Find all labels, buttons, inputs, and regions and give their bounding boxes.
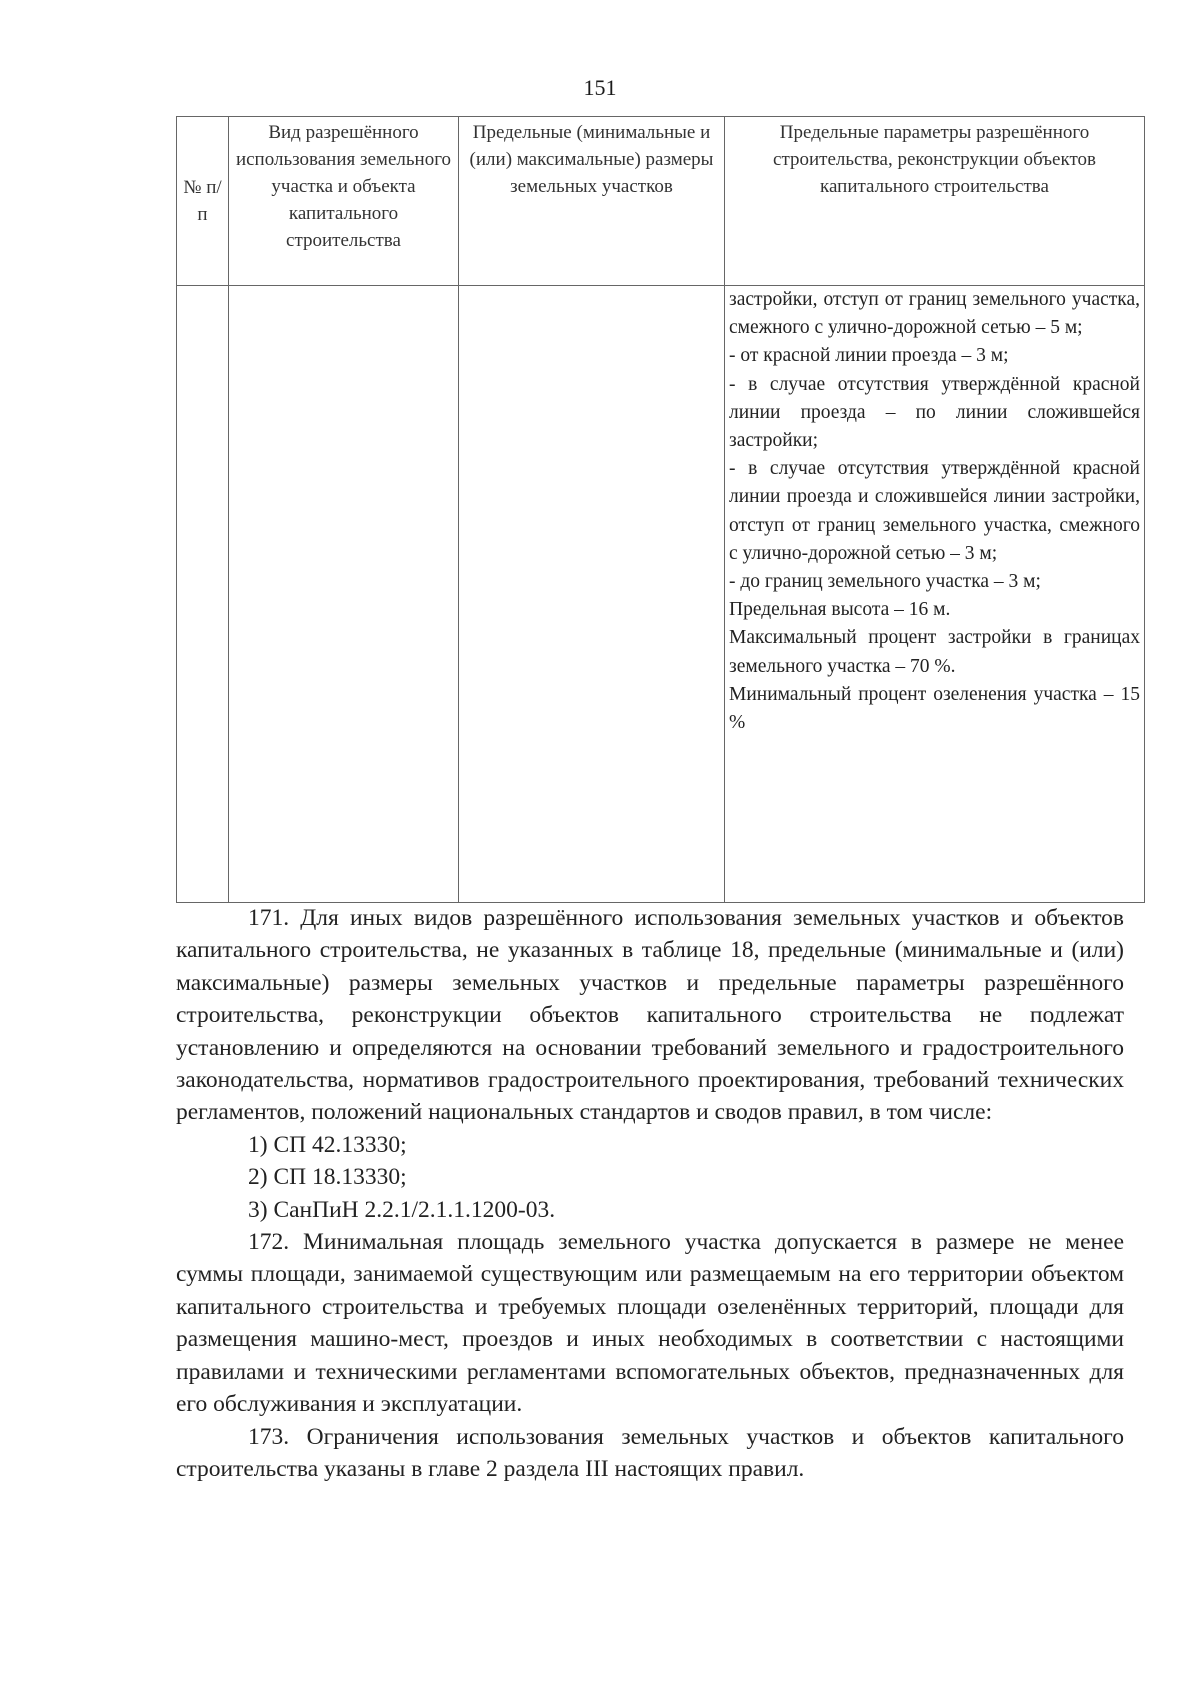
table-header-row: [177, 117, 1145, 286]
table-row: [177, 286, 1145, 903]
header-use-type: Вид разрешённого использования земельного участка и объекта капитального строительства: [229, 117, 459, 286]
param-line: Предельная высота – 16 м.: [729, 599, 951, 621]
cell-build-params: [725, 286, 1145, 903]
paragraph-172: 172. Минимальная площадь земельного участка допускается в размере не менее суммы площади, занимаемой существующим или размещаемым на его территории объектом капитального строительства и требуемых площади озеленённых территорий, площади для размещения машино-мест, проездов и иных необходимых в соответствии с настоящими правилами и техническими регламентами вспомогательных объектов, предназначенных для его обслуживания и эксплуатации.: [176, 1229, 1124, 1418]
cell-plot-sizes: [459, 286, 725, 903]
header-number: № п/п: [177, 117, 229, 286]
paragraph-173: 173. Ограничения использования земельных участков и объектов капитального строительства указаны в главе 2 раздела III настоящих правил.: [176, 1423, 1124, 1482]
header-plot-sizes: Предельные (минимальные и (или) максимальные) размеры земельных участков: [459, 117, 725, 286]
cell-use-type: [229, 286, 459, 903]
header-build-params: Предельные параметры разрешённого строительства, реконструкции объектов капитального строительства: [725, 117, 1145, 286]
page-number: 151: [583, 75, 617, 100]
param-line: Максимальный процент застройки в границах земельного участка – 70 %.: [729, 627, 1140, 677]
param-line: - до границ земельного участка – 3 м;: [729, 571, 1041, 593]
paragraph-171: 171. Для иных видов разрешённого использования земельных участков и объектов капитального строительства, не указанных в таблице 18, предельные (минимальные и (или) максимальные) размеры земельных участков и предельные параметры разрешённого строительства, реконструкции объектов капитального строительства не подлежат установлению и определяются на основании требований земельного и градостроительного законодательства, нормативов градостроительного проектирования, требований технических регламентов, положений национальных стандартов и сводов правил, в том числе:: [176, 905, 1124, 1126]
list-item: 2) СП 18.13330;: [248, 1164, 407, 1191]
param-line: Минимальный процент озеленения участка – 15 %: [729, 683, 1140, 734]
param-line: - от красной линии проезда – 3 м;: [729, 345, 1009, 367]
param-line: - в случае отсутствия утверждённой красной линии проезда – по линии сложившейся застройки;: [729, 373, 1140, 452]
list-item: 3) СанПиН 2.2.1/2.1.1.1200-03.: [248, 1196, 556, 1223]
cell-number: [177, 286, 229, 903]
param-line: застройки, отступ от границ земельного участка, смежного с улично-дорожной сетью – 5 м;: [729, 289, 1140, 339]
body-text: [176, 902, 1124, 1485]
param-line: - в случае отсутствия утверждённой красной линии проезда и сложившейся линии застройки, отступ от границ земельного участка, смежного с улично-дорожной сетью – 3 м;: [729, 458, 1140, 564]
zoning-parameters-table: [176, 116, 1145, 903]
list-item: 1) СП 42.13330;: [248, 1131, 407, 1158]
